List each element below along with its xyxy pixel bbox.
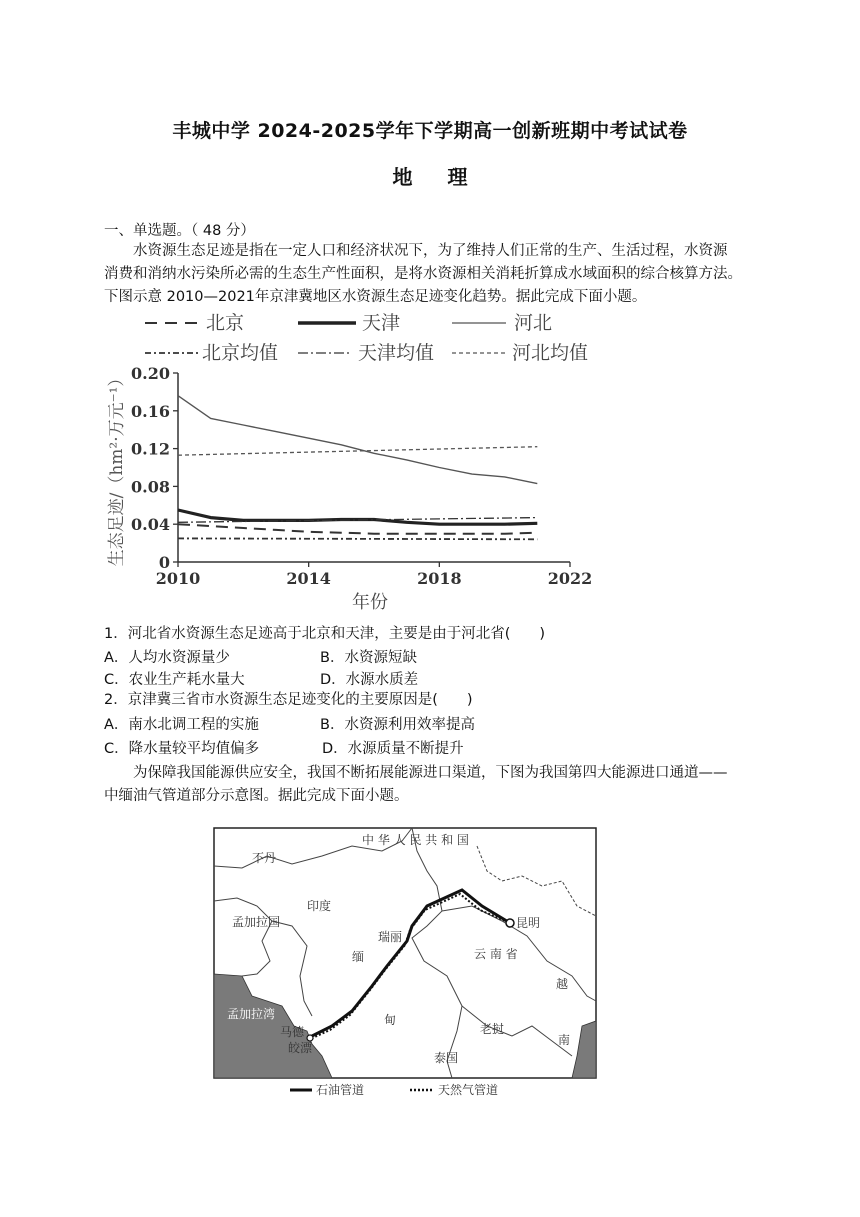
legend-label: 河北均值 xyxy=(512,342,589,364)
y-ticks xyxy=(131,364,178,572)
map-label-kyaukphyu: 皎漂 xyxy=(288,1041,313,1055)
subject-title: 地 理 xyxy=(392,165,468,189)
map-label-ruili: 瑞丽 xyxy=(378,930,403,944)
x-tick-label: 2010 xyxy=(155,569,201,588)
q1-option-d[interactable]: D．水源水质差 xyxy=(320,672,419,688)
series-line xyxy=(178,396,537,484)
x-tick-label: 2022 xyxy=(547,569,593,588)
intro-line: 下图示意 2010—2021年京津冀地区水资源生态足迹变化趋势。据此完成下面小题。 xyxy=(104,289,647,305)
intro-paragraph-2 xyxy=(104,762,788,808)
q1-option-c[interactable]: C．农业生产耗水量大 xyxy=(104,672,245,688)
map-label-bhutan: 不丹 xyxy=(252,851,277,865)
intro-paragraph-1 xyxy=(104,240,788,309)
intro-line: 消费和消纳水污染所必需的生态生产性面积，是将水资源相关消耗折算成水域面积的综合核算方法。 xyxy=(104,266,742,282)
legend-label: 北京均值 xyxy=(202,342,279,364)
map-label-bangladesh: 孟加拉国 xyxy=(232,915,281,929)
map-label-bay: 孟加拉湾 xyxy=(227,1007,276,1021)
chart-legend xyxy=(145,312,588,364)
x-tick-label: 2018 xyxy=(417,569,462,588)
map-label-china: 中 华 人 民 共 和 国 xyxy=(362,833,469,847)
y-tick-label: 0.20 xyxy=(131,364,170,383)
map-label-india: 印度 xyxy=(307,899,332,913)
q2-option-d[interactable]: D．水源质量不断提升 xyxy=(322,741,464,757)
y-tick-label: 0.16 xyxy=(131,401,170,421)
intro-line: 水资源生态足迹是指在一定人口和经济状况下，为了维持人们正常的生产、生活过程，水资源 xyxy=(133,243,728,259)
map-label-myanmar-1: 缅 xyxy=(352,950,365,964)
y-tick-label: 0.08 xyxy=(131,477,170,497)
legend-label: 天津 xyxy=(362,312,401,334)
y-axis-label: 生态足迹/（hm²·万元⁻¹） xyxy=(107,369,127,567)
intro-line: 为保障我国能源供应安全，我国不断拓展能源进口渠道，下图为我国第四大能源进口通道—— xyxy=(133,765,728,781)
x-ticks xyxy=(156,562,593,588)
x-tick-label: 2014 xyxy=(286,569,331,588)
map-label-madeisland: 马德 xyxy=(280,1025,305,1039)
q2-option-b[interactable]: B．水资源利用效率提高 xyxy=(320,717,475,733)
question-stem: 2．京津冀三省市水资源生态足迹变化的主要原因是( ) xyxy=(104,692,473,708)
ecological-footprint-chart xyxy=(100,306,610,618)
question-stem: 1．河北省水资源生态足迹高于北京和天津，主要是由于河北省( ) xyxy=(104,626,546,642)
y-tick-label: 0.12 xyxy=(131,439,170,459)
pipeline-map xyxy=(212,826,598,1102)
intro-line: 中缅油气管道部分示意图。据此完成下面小题。 xyxy=(104,788,409,804)
series-line xyxy=(178,510,537,524)
legend-gas-label: 天然气管道 xyxy=(438,1083,499,1097)
x-axis-label: 年份 xyxy=(352,592,388,613)
section-heading: 一、单选题。（ 48 分） xyxy=(104,223,255,239)
question-1 xyxy=(104,623,804,645)
exam-title: 丰城中学 2024-2025学年下学期高一创新班期中考试试卷 xyxy=(172,120,688,142)
legend-label: 北京 xyxy=(206,312,245,334)
series-line xyxy=(178,538,537,539)
map-label-vietnam-2: 南 xyxy=(558,1033,571,1047)
y-tick-label: 0.04 xyxy=(131,515,170,535)
q1-option-b[interactable]: B．水资源短缺 xyxy=(320,650,417,666)
kunming-marker xyxy=(506,919,514,927)
map-label-myanmar-2: 甸 xyxy=(384,1013,397,1027)
series-line xyxy=(178,447,537,456)
map-label-vietnam-1: 越 xyxy=(556,977,569,991)
map-label-kunming: 昆明 xyxy=(516,916,541,930)
question-2 xyxy=(104,689,804,711)
map-label-laos: 老挝 xyxy=(480,1022,505,1036)
legend-oil-label: 石油管道 xyxy=(316,1083,365,1097)
map-label-yunnan: 云 南 省 xyxy=(474,947,518,961)
series-lines xyxy=(178,396,537,540)
legend-label: 天津均值 xyxy=(358,342,435,364)
y-tick-label: 0 xyxy=(158,553,170,572)
q1-option-a[interactable]: A．人均水资源量少 xyxy=(104,650,230,666)
legend-label: 河北 xyxy=(514,312,553,334)
q2-option-c[interactable]: C．降水量较平均值偏多 xyxy=(104,741,260,757)
map-label-thailand: 泰国 xyxy=(434,1051,459,1065)
q2-option-a[interactable]: A．南水北调工程的实施 xyxy=(104,717,259,733)
